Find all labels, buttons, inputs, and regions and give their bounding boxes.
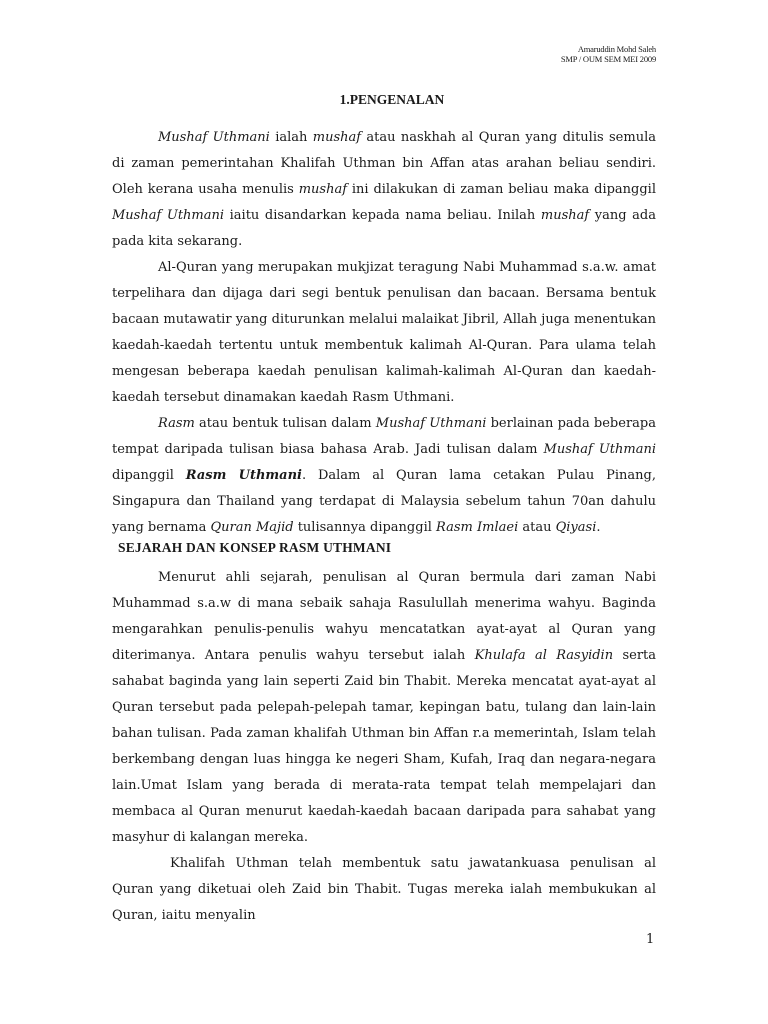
header-course: SMP / OUM SEM MEI 2009 — [560, 54, 656, 64]
text-run: atau bentuk tulisan dalam — [194, 416, 376, 431]
subheading: SEJARAH DAN KONSEP RASM UTHMANI — [118, 540, 392, 555]
header-author: Amaruddin Mohd Saleh — [577, 44, 656, 54]
history-body — [112, 565, 656, 929]
text-run: atau naskhah al Quran yang ditulis semula di zaman pemerintahan Khalifah Uthman bin Affan atas arahan beliau sendiri. Oleh kerana usaha menulis — [112, 130, 656, 197]
paragraph — [112, 411, 656, 541]
italic-term: Rasm Imlaei — [436, 520, 519, 535]
italic-term: Qiyasi — [555, 520, 597, 535]
text-run: Menurut ahli sejarah, penulisan al Quran bermula dari zaman Nabi Muhammad s.a.w di mana sebaik sahaja Rasulullah menerima wahyu. Baginda mengarahkan penulis-penulis wahyu mencatatkan ayat-ayat al Quran yang diterimanya. Antara penulis wahyu tersebut ialah — [112, 570, 656, 663]
section-title — [0, 92, 768, 108]
italic-term: mushaf — [312, 130, 362, 145]
italic-term: Mushaf Uthmani — [112, 208, 225, 223]
text-run: . Dalam al Quran lama cetakan Pulau Pinang, Singapura dan Thailand yang terdapat di Malaysia sebelum tahun 70an dahulu yang bernama — [112, 468, 656, 535]
paragraph: Al-Quran yang merupakan mukjizat teragung Nabi Muhammad s.a.w. amat terpelihara dan dijaga dari segi bentuk penulisan dan bacaan. Bersama bentuk bacaan mutawatir yang diturunkan melalui malaikat Jibril, Allah juga menentukan kaedah-kaedah tertentu untuk membentuk kalimah Al-Quran. Para ulama telah mengesan beberapa kaedah penulisan kalimah-kalimah Al-Quran dan kaedah-kaedah tersebut dinamakan kaedah Rasm Uthmani. — [112, 260, 656, 405]
page-number: 1 — [646, 932, 655, 947]
running-header — [561, 44, 656, 64]
italic-term: Mushaf Uthmani — [375, 416, 487, 431]
italic-term: Mushaf Uthmani — [543, 442, 656, 457]
introduction-body — [112, 125, 656, 541]
text-run: tulisannya dipanggil — [293, 520, 437, 535]
text-run: ini dilakukan di zaman beliau maka dipanggil — [347, 182, 657, 197]
italic-term: Mushaf Uthmani — [158, 130, 270, 145]
text-run: . — [596, 520, 601, 535]
text-run: serta sahabat baginda yang lain seperti Zaid bin Thabit. Mereka mencatat ayat-ayat al Quran tersebut pada pelepah-pelepah tamar, kepingan batu, tulang dan lain-lain bahan tulisan. Pada zaman khalifah Uthman bin Affan r.a memerintah, Islam telah berkembang dengan luas hingga ke negeri Sham, Kufah, Iraq dan negara-negara lain.Umat Islam yang berada di merata-rata tempat telah mempelajari dan membaca al Quran menurut kaedah-kaedah bacaan daripada para sahabat yang masyhur di kalangan mereka. — [112, 648, 657, 845]
text-run: dipanggil — [112, 468, 186, 483]
text-run: berlainan pada beberapa tempat daripada tulisan biasa bahasa Arab. Jadi tulisan dalam — [112, 416, 656, 457]
italic-term: Rasm — [158, 416, 195, 431]
paragraph — [112, 125, 656, 255]
text-run: ialah — [269, 130, 313, 145]
italic-term: Quran Majid — [210, 520, 294, 535]
italic-term: mushaf — [298, 182, 348, 197]
section-title-text: 1.PENGENALAN — [339, 92, 445, 107]
text-run: iaitu disandarkan kepada nama beliau. Inilah — [224, 208, 541, 223]
text-run: atau — [518, 520, 556, 535]
bold-italic-term: Rasm Uthmani — [185, 468, 302, 483]
text-run: yang ada pada kita sekarang. — [112, 208, 656, 249]
italic-term: mushaf — [540, 208, 590, 223]
italic-term: Khulafa al Rasyidin — [474, 648, 614, 663]
paragraph — [112, 565, 656, 851]
paragraph: Khalifah Uthman telah membentuk satu jawatankuasa penulisan al Quran yang diketuai oleh Zaid bin Thabit. Tugas mereka ialah membukukan al Quran, iaitu menyalin — [112, 856, 656, 923]
